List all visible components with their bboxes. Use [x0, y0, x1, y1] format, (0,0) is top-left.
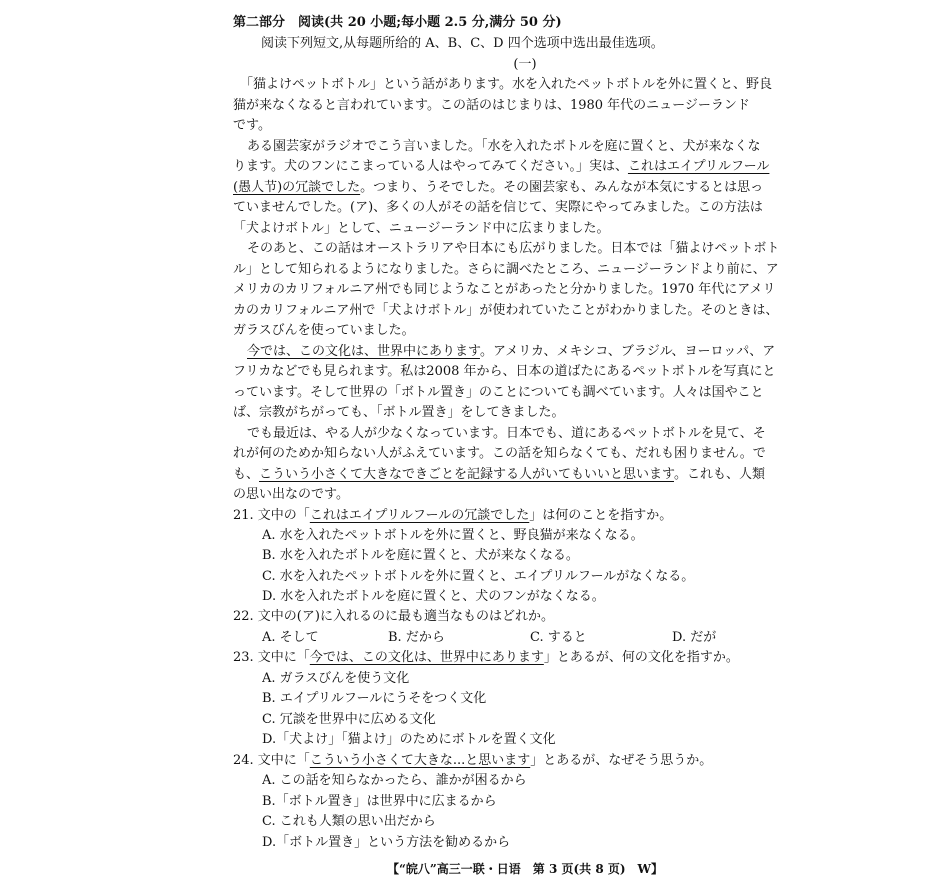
- option-22-d: D. だが: [672, 630, 717, 645]
- passage-line: も、こういう小さくて大きなできごとを記録する人がいてもいいと思います。これも、人類: [233, 467, 765, 482]
- passage-line: 猫が来なくなると言われています。この話のはじまりは、1980 年代のニュージーランド: [233, 98, 750, 113]
- passage-line: の思い出なのです。: [233, 487, 349, 502]
- passage-line: ル」として知られるようになりました。さらに調べたところ、ニュージーランドより前に、ア: [233, 262, 779, 277]
- option-24-b: B.「ボトル置き」は世界中に広まるから: [262, 794, 497, 809]
- section-title: 第二部分 阅读: [233, 15, 325, 30]
- passage-line: ていませんでした。(ア)、多くの人がその話を信じて、実際にやってみました。この方法は: [233, 200, 763, 215]
- option-24-c: C. これも人類の思い出だから: [262, 814, 436, 829]
- passage-line: 「猫よけペットボトル」という話があります。水を入れたペットボトルを外に置くと、野良: [240, 77, 772, 92]
- question-quote: 今では、この文化は、世界中にあります: [309, 650, 544, 665]
- underlined-phrase: (愚人节)の冗談でした: [233, 180, 361, 195]
- option-23-c: C. 冗談を世界中に広める文化: [262, 712, 436, 727]
- section-instruction: 阅读下列短文,从每题所给的 A、B、C、D 四个选项中选出最佳选项。: [261, 36, 664, 51]
- passage-number: (一): [513, 57, 537, 72]
- question-quote: これはエイプリルフールの冗談でした: [309, 508, 530, 523]
- question-22: 22. 文中の(ア)に入れるのに最も適当なものはどれか。: [233, 609, 554, 624]
- passage-line: メリカのカリフォルニア州でも同じようなことがあったと分かりました。1970 年代にアメリ: [233, 282, 776, 297]
- passage-line: ある園芸家がラジオでこう言いました。「水を入れたボトルを庭に置くと、犬が来なくな: [247, 139, 761, 154]
- question-21: 21. 文中の「これはエイプリルフールの冗談でした」は何のことを指すか。: [233, 508, 673, 523]
- option-21-d: D. 水を入れたボトルを庭に置くと、犬のフンがなくなる。: [262, 589, 605, 604]
- passage-line: です。: [233, 118, 271, 133]
- option-23-d: D.「犬よけ」「猫よけ」のためにボトルを置く文化: [262, 732, 556, 747]
- passage-line: っています。そして世界の「ボトル置き」のことについても調べています。人々は国やこと: [233, 385, 764, 400]
- underlined-phrase: こういう小さくて大きなできごとを記録する人がいてもいいと思います: [259, 467, 674, 482]
- question-23: 23. 文中に「今では、この文化は、世界中にあります」とあるが、何の文化を指すか。: [233, 650, 739, 665]
- option-23-a: A. ガラスびんを使う文化: [262, 671, 410, 686]
- option-22-b: B. だから: [388, 630, 445, 645]
- section-detail: (共 20 小题;每小题 2.5 分,满分 50 分): [324, 15, 562, 30]
- option-21-b: B. 水を入れたボトルを庭に置くと、犬が来なくなる。: [262, 548, 579, 563]
- question-quote: こういう小さくて大きな...と思います: [309, 753, 531, 768]
- option-24-d: D.「ボトル置き」という方法を勧めるから: [262, 835, 511, 850]
- section-header: [233, 13, 817, 33]
- passage-line: ガラスびんを使っていました。: [233, 323, 415, 338]
- passage-line: ば、宗教がちがっても、「ボトル置き」をしてきました。: [233, 405, 565, 420]
- passage-line: 「犬よけボトル」として、ニュージーランド中に広まりました。: [233, 221, 610, 236]
- option-22-c: C. すると: [530, 630, 587, 645]
- passage-line: 今では、この文化は、世界中にあります。アメリカ、メキシコ、ブラジル、ヨーロッパ、ア: [247, 344, 776, 359]
- passage-line: ります。犬のフンにこまっている人はやってみてください。」実は、これはエイプリルフール: [233, 159, 770, 174]
- underlined-phrase: 今では、この文化は、世界中にあります: [247, 344, 480, 359]
- option-21-c: C. 水を入れたペットボトルを外に置くと、エイプリルフールがなくなる。: [262, 569, 695, 584]
- page-footer: 【“皖八”高三一联・日语 第 3 页(共 8 页) W】: [386, 862, 664, 876]
- option-23-b: B. エイプリルフールにうそをつく文化: [262, 691, 487, 706]
- question-24: 24. 文中に「こういう小さくて大きな...と思います」とあるが、なぜそう思うか。: [233, 753, 713, 768]
- passage-line: れが何のためか知らない人がふえています。この話を知らなくても、だれも困りません。で: [233, 446, 766, 461]
- passage-line: (愚人节)の冗談でした。つまり、うそでした。その園芸家も、みんなが本気にするとは思っ: [233, 180, 764, 195]
- passage-line: でも最近は、やる人が少なくなっています。日本でも、道にあるペットボトルを見て、そ: [247, 426, 766, 441]
- underlined-phrase: これはエイプリルフール: [627, 159, 770, 174]
- passage-line: カのカリフォルニア州で「犬よけボトル」が使われていたことがわかりました。そのときは、: [233, 303, 779, 318]
- options-22: [262, 628, 817, 648]
- passage-line: フリカなどでも見られます。私は2008 年から、日本の道ばたにあるペットボトルを写真にと: [233, 364, 776, 379]
- option-24-a: A. この話を知らなかったら、誰かが困るから: [262, 773, 527, 788]
- option-22-a: A. そして: [262, 630, 319, 645]
- option-21-a: A. 水を入れたペットボトルを外に置くと、野良猫が来なくなる。: [262, 528, 644, 543]
- passage-line: そのあと、この話はオーストラリアや日本にも広がりました。日本では「猫よけペットボト: [247, 241, 780, 256]
